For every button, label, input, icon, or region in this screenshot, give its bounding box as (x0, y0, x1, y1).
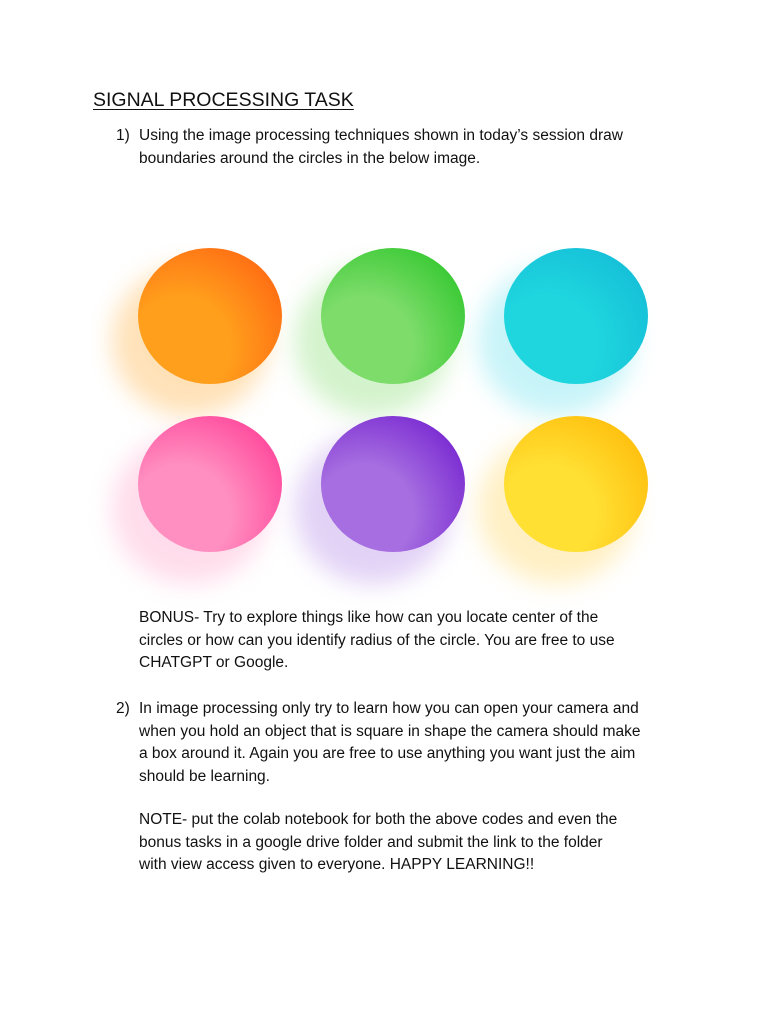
cyan-circle (504, 248, 648, 384)
circle-disc (321, 248, 465, 384)
task-2-line: In image processing only try to learn how you can open your camera and (139, 700, 639, 717)
note-line: bonus tasks in a google drive folder and submit the link to the folder (139, 833, 603, 851)
task-1-line: Using the image processing techniques shown in today’s session draw (139, 127, 623, 144)
bonus-line: CHATGPT or Google. (139, 654, 289, 671)
pink-circle (138, 416, 282, 552)
task-1-text (139, 125, 684, 170)
circle-disc (138, 416, 282, 552)
bonus-line: circles or how can you identify radius of the circle. You are free to use (139, 631, 615, 649)
task-2-text (139, 698, 684, 788)
green-circle (321, 248, 465, 384)
bonus-text (139, 607, 684, 675)
task-2-line: should be learning. (139, 767, 270, 785)
task-2-line: when you hold an object that is square in shape the camera should make (139, 722, 641, 740)
note-line: with view access given to everyone. HAPPY LEARNING!! (139, 856, 535, 873)
page-title: SIGNAL PROCESSING TASK (93, 89, 354, 111)
orange-circle (138, 248, 282, 384)
circle-disc (138, 248, 282, 384)
task-2-line: a box around it. Again you are free to use anything you want just the aim (139, 745, 636, 762)
task-1-line: boundaries around the circles in the below image. (139, 149, 481, 167)
circle-disc (504, 416, 648, 552)
task-1-number: 1) (116, 127, 130, 144)
circle-disc (504, 248, 648, 384)
purple-circle (321, 416, 465, 552)
note-line: NOTE- put the colab notebook for both the above codes and even the (139, 811, 618, 828)
note-text (139, 809, 684, 877)
bonus-line: BONUS- Try to explore things like how can you locate center of the (139, 609, 599, 626)
task-2-number: 2) (116, 700, 130, 717)
circle-disc (321, 416, 465, 552)
yellow-circle (504, 416, 648, 552)
